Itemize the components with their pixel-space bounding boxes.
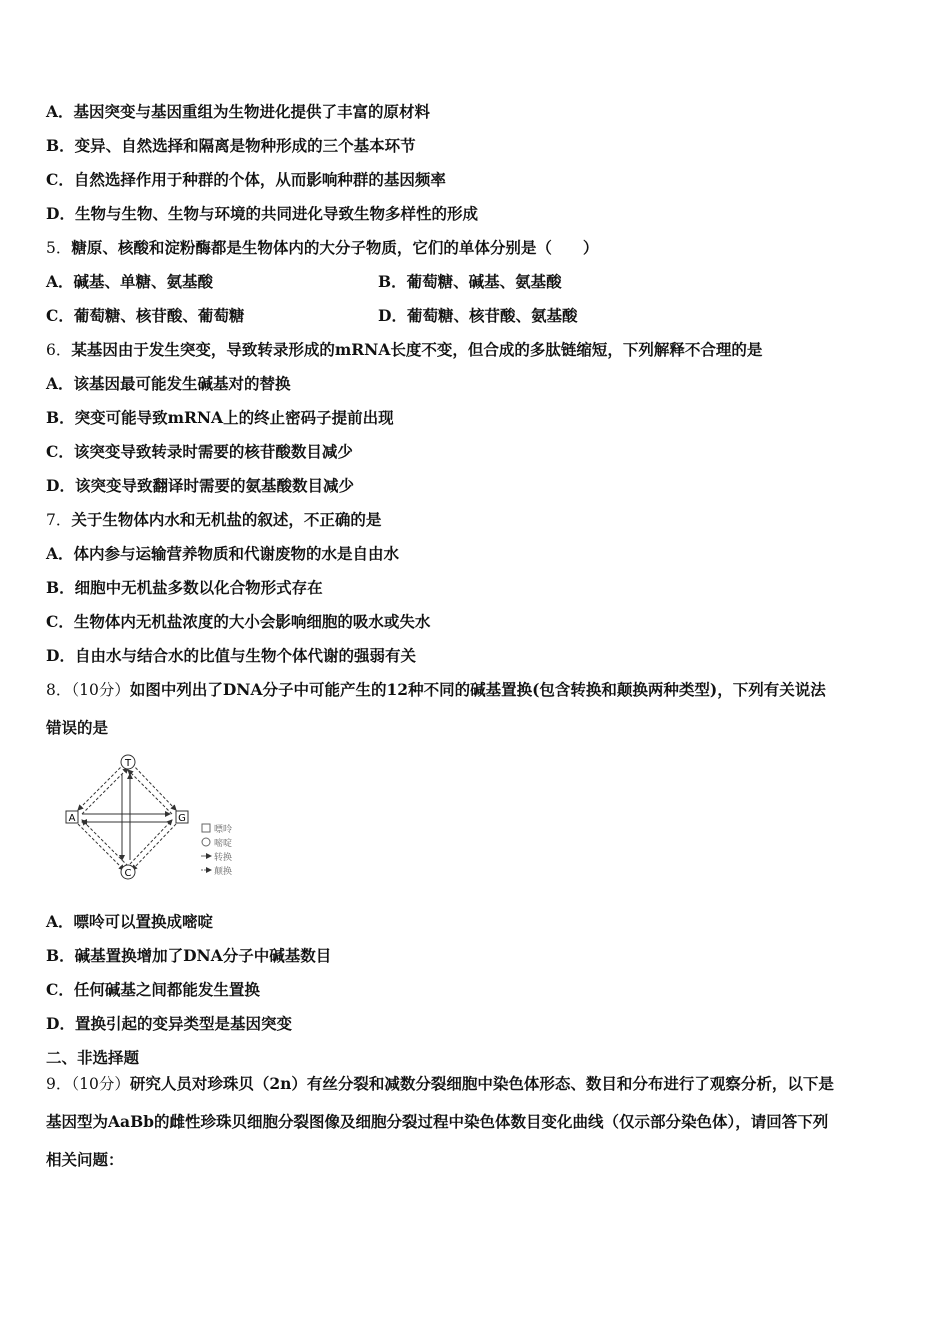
q9-number: 9．: [46, 1075, 72, 1093]
q7-stem-text: 关于生物体内水和无机盐的叙述，不正确的是: [71, 510, 382, 529]
q6-option-c: C．该突变导致转录时需要的核苷酸数目减少: [46, 442, 353, 461]
q6-option-d: D．该突变导致翻译时需要的氨基酸数目减少: [46, 476, 354, 495]
q8-number: 8．: [46, 681, 72, 699]
legend-pyrimidine: 嘧啶: [214, 839, 233, 849]
base-t-label: T: [124, 758, 132, 769]
legend-purine: 嘌呤: [214, 825, 233, 835]
q7-option-c: C．生物体内无机盐浓度的大小会影响细胞的吸水或失水: [46, 612, 431, 631]
q7-option-b: B．细胞中无机盐多数以化合物形式存在: [46, 578, 323, 597]
base-g-label: G: [178, 813, 186, 824]
q5-option-c: C．葡萄糖、核苷酸、葡萄糖: [46, 306, 245, 325]
q5-option-d: D．葡萄糖、核苷酸、氨基酸: [378, 306, 578, 325]
q9-stem-line2: 基因型为AaBb的雌性珍珠贝细胞分裂图像及细胞分裂过程中染色体数目变化曲线（仅示部分染色体），请回答下列: [46, 1112, 829, 1131]
q5-number: 5．: [46, 239, 72, 257]
q4-option-a: A．基因突变与基因重组为生物进化提供了丰富的原材料: [46, 102, 431, 121]
q6-option-a: A．该基因最可能发生碱基对的替换: [46, 374, 291, 393]
q9-stem-line3: 相关问题：: [46, 1150, 124, 1169]
q9-stem-line1: [46, 1074, 834, 1094]
q6-option-b: B．突变可能导致mRNA上的终止密码子提前出现: [46, 408, 394, 427]
base-c-label: C: [124, 868, 132, 879]
purine-legend-icon: [202, 824, 210, 832]
q8-stem-line2: 错误的是: [46, 718, 109, 737]
section-title: 二、非选择题: [46, 1048, 140, 1067]
base-a-label: A: [68, 813, 76, 824]
q8-option-a: A．嘌呤可以置换成嘧啶: [46, 912, 214, 931]
q9-stem-text: 研究人员对珍珠贝（2n）有丝分裂和减数分裂细胞中染色体形态、数目和分布进行了观察分析，以下是: [129, 1074, 834, 1093]
q8-option-c: C．任何碱基之间都能发生置换: [46, 980, 260, 999]
q5-option-b: B．葡萄糖、碱基、氨基酸: [378, 272, 562, 291]
q7-option-d: D．自由水与结合水的比值与生物个体代谢的强弱有关: [46, 646, 416, 665]
legend-transition: 转换: [214, 853, 233, 863]
q8-option-d: D．置换引起的变异类型是基因突变: [46, 1014, 292, 1033]
q9-points: （10分）: [71, 1075, 130, 1093]
q4-option-b: B．变异、自然选择和隔离是物种形成的三个基本环节: [46, 136, 416, 155]
diagram-legend: [201, 823, 232, 877]
q8-stem-line1: [46, 680, 826, 700]
legend-transversion: 颠换: [214, 867, 233, 877]
q8-points: （10分）: [71, 681, 130, 699]
q7-number: 7．: [46, 511, 72, 529]
q5-stem-text: 糖原、核酸和淀粉酶都是生物体内的大分子物质，它们的单体分别是（ ）: [71, 238, 599, 257]
base-substitution-diagram: [58, 752, 248, 884]
q8-option-b: B．碱基置换增加了DNA分子中碱基数目: [46, 946, 332, 965]
q7-option-a: A．体内参与运输营养物质和代谢废物的水是自由水: [46, 544, 400, 563]
q4-option-d: D．生物与生物、生物与环境的共同进化导致生物多样性的形成: [46, 204, 478, 223]
q6-number: 6．: [46, 341, 72, 359]
transition-arrows: [82, 774, 170, 860]
pyrimidine-legend-icon: [202, 838, 210, 846]
q4-option-c: C．自然选择作用于种群的个体，从而影响种群的基因频率: [46, 170, 446, 189]
transversion-arrows: [78, 764, 176, 870]
q7-stem: [46, 510, 381, 530]
q5-option-a: A．碱基、单糖、氨基酸: [46, 272, 214, 291]
q5-stem: [46, 238, 598, 258]
q6-stem-text: 某基因由于发生突变，导致转录形成的mRNA长度不变，但合成的多肽链缩短，下列解释不合理的是: [71, 340, 763, 359]
q8-stem-text: 如图中列出了DNA分子中可能产生的12种不同的碱基置换(包含转换和颠换两种类型)，下列有关说法: [129, 680, 826, 699]
q6-stem: [46, 340, 762, 360]
